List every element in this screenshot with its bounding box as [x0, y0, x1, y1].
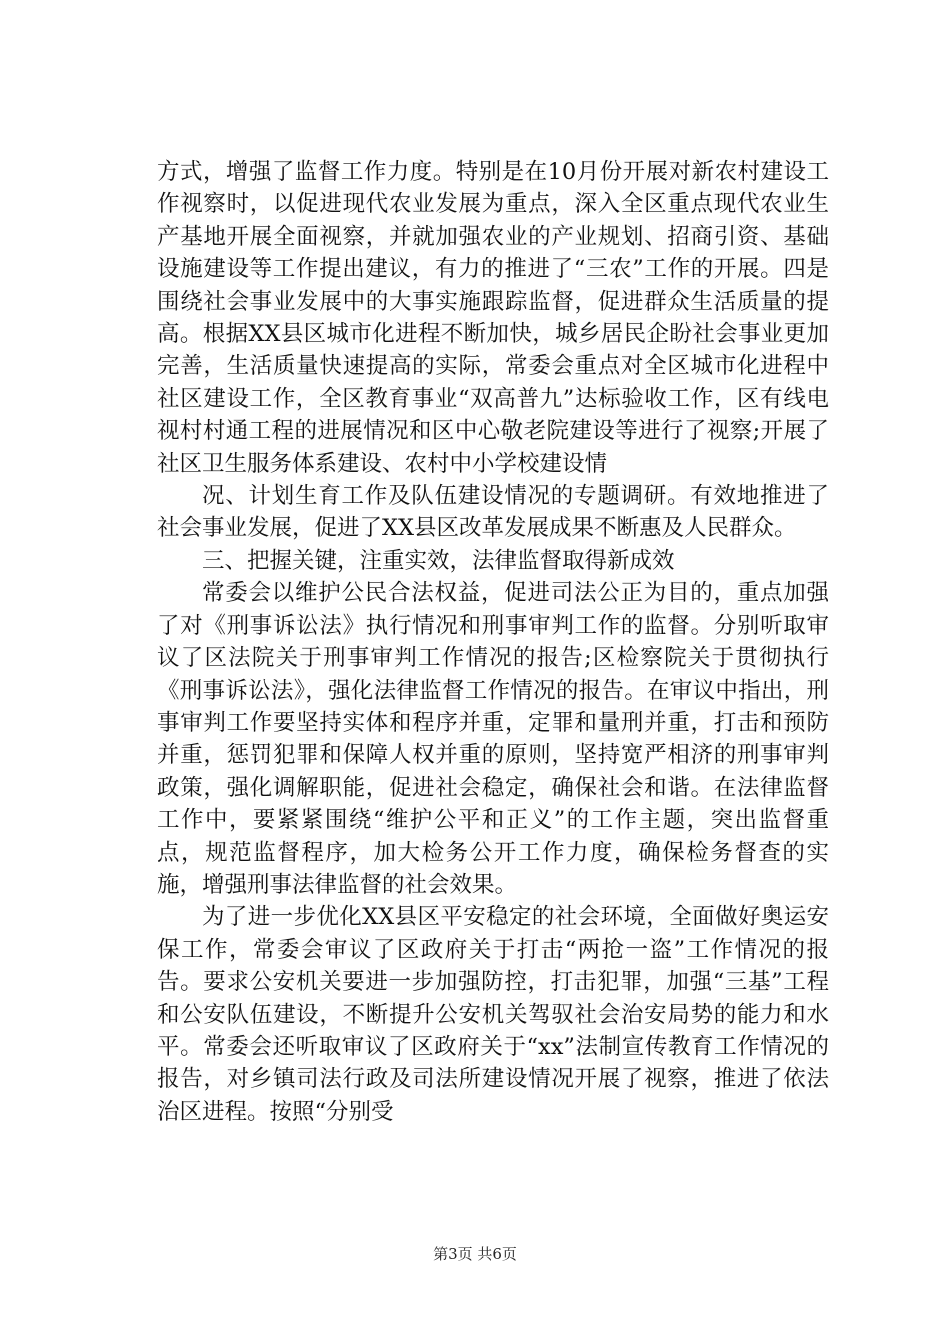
page-number-footer: 第3页 共6页 [433, 1245, 517, 1263]
document-body [157, 156, 829, 1128]
paragraph-continuation: 方式，增强了监督工作力度。特别是在10月份开展对新农村建设工作视察时，以促进现代农业发展为重点，深入全区重点现代农业生产基地开展全面视察，并就加强农业的产业规划、招商引资、基础设施建设等工作提出建议，有力的推进了“三农”工作的开展。四是围绕社会事业发展中的大事实施跟踪监督，促进群众生活质量的提高。根据XX县区城市化进程不断加快，城乡居民企盼社会事业更加完善，生活质量快速提高的实际，常委会重点对全区城市化进程中社区建设工作，全区教育事业“双高普九”达标验收工作，区有线电视村村通工程的进展情况和区中心敬老院建设等进行了视察;开展了社区卫生服务体系建设、农村中小学校建设情 [157, 159, 829, 477]
paragraph-social-affairs: 况、计划生育工作及队伍建设情况的专题调研。有效地推进了社会事业发展，促进了XX县区改革发展成果不断惠及人民群众。 [157, 483, 829, 542]
paragraph-public-safety: 为了进一步优化XX县区平安稳定的社会环境，全面做好奥运安保工作，常委会审议了区政府关于打击“两抢一盗”工作情况的报告。要求公安机关要进一步加强防控，打击犯罪，加强“三基”工程和公安队伍建设，不断提升公安机关驾驭社会治安局势的能力和水平。常委会还听取审议了区政府关于“xx”法制宣传教育工作情况的报告，对乡镇司法行政及司法所建设情况开展了视察，推进了依法治区进程。按照“分别受 [157, 904, 829, 1125]
paragraph-judicial-supervision: 常委会以维护公民合法权益，促进司法公正为目的，重点加强了对《刑事诉讼法》执行情况和刑事审判工作的监督。分别听取审议了区法院关于刑事审判工作情况的报告;区检察院关于贯彻执行《刑事诉讼法》，强化法律监督工作情况的报告。在审议中指出，刑事审判工作要坚持实体和程序并重，定罪和量刑并重，打击和预防并重，惩罚犯罪和保障人权并重的原则，坚持宽严相济的刑事审判政策，强化调解职能，促进社会稳定，确保社会和谐。在法律监督工作中，要紧紧围绕“维护公平和正义”的工作主题，突出监督重点，规范监督程序，加大检务公开工作力度，确保检务督查的实施，增强刑事法律监督的社会效果。 [157, 580, 829, 898]
section-heading: 三、把握关键，注重实效，法律监督取得新成效 [202, 547, 675, 574]
